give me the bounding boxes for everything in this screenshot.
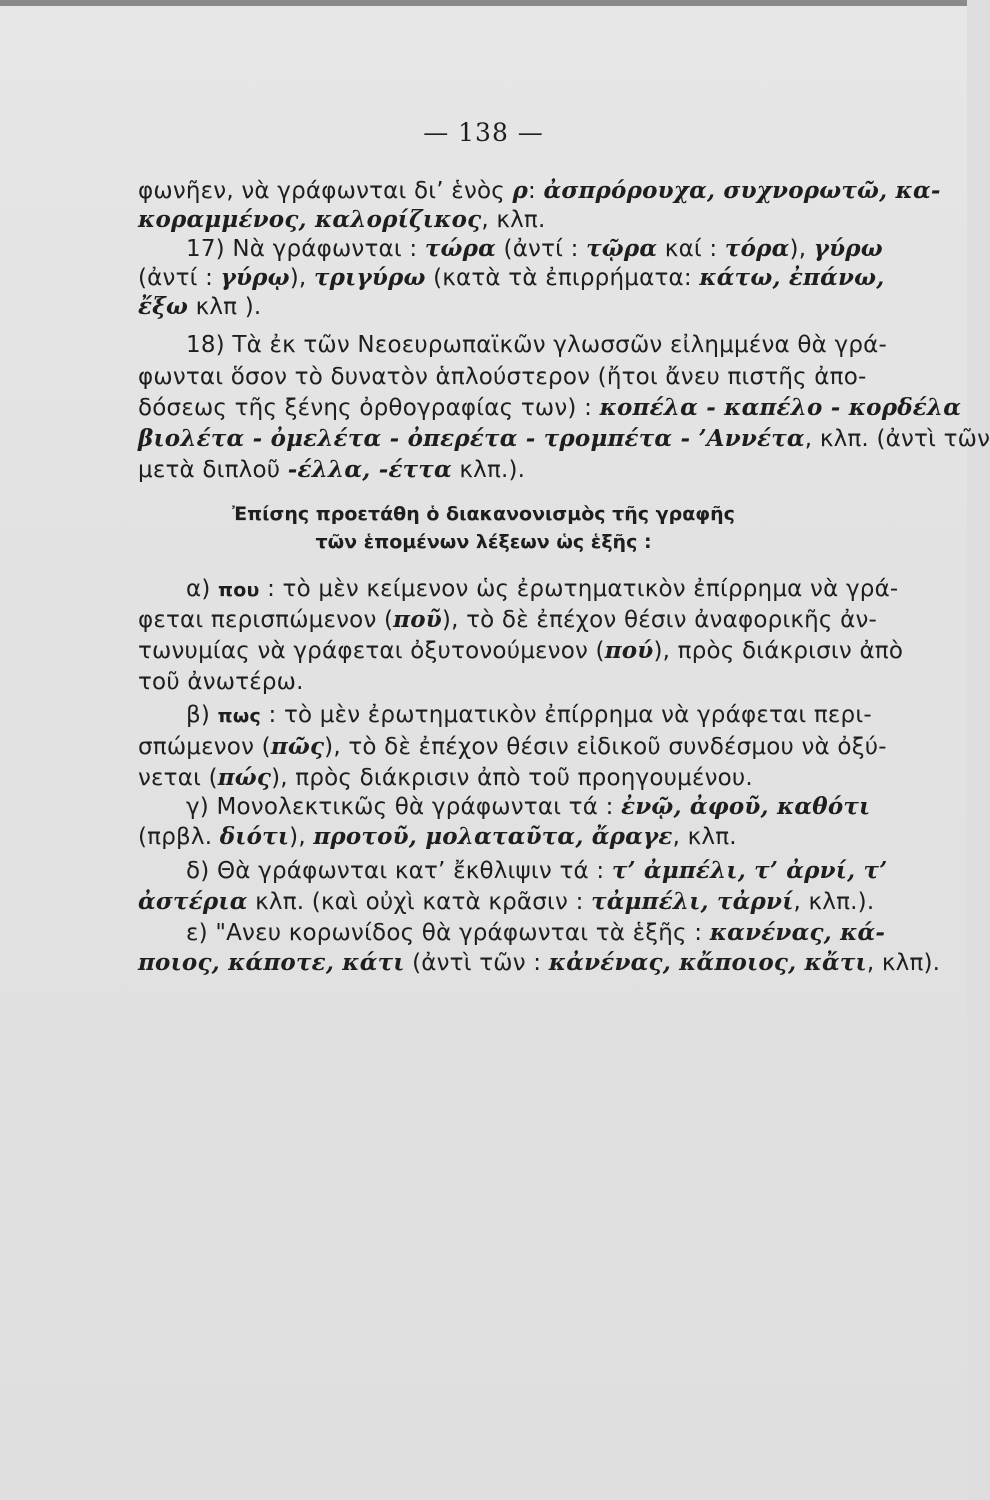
emphasized-text: ἀσπρόρουχα, συχνορωτῶ, κα- [543, 177, 941, 204]
text-line [138, 667, 888, 697]
text-run: γ) Μονολεκτικῶς θὰ γράφωνται τά : [186, 794, 622, 820]
text-run: νεται ( [138, 765, 218, 791]
text-run: φεται περισπώμενον ( [138, 607, 394, 633]
text-run: 17) Νὰ γράφωνται : [186, 236, 425, 262]
text-line [138, 176, 941, 206]
text-run: : τὸ μὲν ἐρωτηματικὸν ἐπίρρημα νὰ γράφεται περι- [260, 702, 872, 728]
text-line [138, 605, 888, 635]
text-run: ), τὸ δὲ ἐπέχον θέσιν εἰδικοῦ συνδέσμου νὰ ὀξύ- [324, 734, 887, 760]
emphasized-text: κοπέλα - καπέλο - κορδέλα [599, 394, 962, 421]
text-run: , κλπ). [866, 950, 941, 976]
text-run: (κατὰ τὰ ἐπιρρήματα: [425, 265, 700, 291]
emphasized-text: ποιος, κάποτε, κάτι [138, 949, 405, 976]
page-top-edge [0, 0, 967, 6]
text-run: , κλπ. [672, 824, 737, 850]
emphasized-text: ἔξω [138, 293, 189, 320]
text-run: ε) "Ανευ κορωνίδος θὰ γράφωνται τὰ ἑξῆς : [186, 920, 710, 946]
section-heading-line-1: Ἐπίσης προετάθη ὁ διακανονισμὸς τῆς γραφῆς [232, 503, 735, 525]
text-run: , κλπ. [481, 207, 546, 233]
text-run: ), [289, 824, 314, 850]
text-line [138, 887, 888, 917]
text-run: (ἀντί : [496, 236, 587, 262]
text-line [186, 700, 936, 731]
emphasized-text: προτοῦ, μολαταῦτα, ἄραγε [313, 823, 673, 850]
text-line [186, 234, 936, 264]
text-line [138, 263, 888, 293]
text-line [138, 732, 888, 762]
text-run: : [527, 178, 544, 204]
text-run: τωνυμίας νὰ γράφεται ὀξυτονούμενον ( [138, 638, 605, 664]
text-run: σπώμενον ( [138, 734, 271, 760]
emphasized-text: τριγύρω [313, 264, 426, 291]
emphasized-text: πού [604, 637, 654, 664]
text-run: μετὰ διπλοῦ [138, 457, 288, 483]
text-run: ), πρὸς διάκρισιν ἀπὸ [653, 638, 904, 664]
emphasized-text: διότι [219, 823, 290, 850]
emphasized-text: τόρα [724, 235, 790, 262]
text-run: φωνῆεν, νὰ γράφωνται δι’ ἑνὸς [138, 178, 513, 204]
text-run: ), [289, 265, 314, 291]
section-heading-line-2: τῶν ἑπομένων λέξεων ὡς ἑξῆς : [315, 531, 652, 553]
text-run: : τὸ μὲν κείμενον ὡς ἐρωτηματικὸν ἐπίρρημα νὰ γρά- [259, 576, 899, 602]
emphasized-text: κάτω, ἐπάνω, [699, 264, 885, 291]
text-line [138, 424, 990, 454]
emphasized-text: που [218, 579, 260, 601]
text-line [186, 792, 936, 822]
text-run: κλπ ). [188, 294, 262, 320]
emphasized-text: ρ [512, 177, 528, 204]
emphasized-text: κἀνένας, κἄποιος, κἄτι [548, 949, 867, 976]
emphasized-text: τώρα [424, 235, 497, 262]
text-run: , κλπ. (ἀντὶ τῶν [804, 426, 990, 452]
emphasized-text: τ’ ἀμπέλι, τ’ ἀρνί, τ’ [611, 857, 888, 884]
text-run: κλπ. (καὶ οὐχὶ κατὰ κρᾶσιν : [247, 889, 592, 915]
text-line [138, 205, 888, 235]
text-run: β) [186, 702, 218, 728]
text-run: (πρβλ. [138, 824, 220, 850]
emphasized-text: πῶς [270, 733, 325, 760]
emphasized-text: -έλλα, -έττα [287, 456, 452, 483]
emphasized-text: πώς [217, 764, 272, 791]
emphasized-text: τῷρα [586, 235, 658, 262]
text-run: , κλπ.). [793, 889, 875, 915]
emphasized-text: πως [217, 705, 261, 727]
text-line [138, 763, 888, 793]
text-run: α) [186, 576, 219, 602]
text-run: δόσεως τῆς ξένης ὀρθογραφίας των) : [138, 395, 600, 421]
emphasized-text: γύρῳ [220, 264, 290, 291]
emphasized-text: βιολέτα - ὀμελέτα - ὀπερέτα - τρομπέτα - ’Αννέτα [138, 425, 805, 452]
text-line [186, 330, 936, 360]
text-line [138, 362, 888, 392]
text-run: καί : [657, 236, 725, 262]
emphasized-text: κοραμμένος, καλορίζικος [138, 206, 482, 233]
text-line [138, 948, 941, 978]
text-line [138, 636, 904, 666]
text-line [186, 856, 936, 886]
emphasized-text: κανένας, κά- [709, 919, 886, 946]
text-run: φωνται ὅσον τὸ δυνατὸν ἁπλούστερον (ἤτοι ἄνευ πιστῆς ἀπο- [138, 364, 867, 390]
text-run: τοῦ ἀνωτέρω. [138, 669, 304, 695]
text-run: 18) Τὰ ἐκ τῶν Νεοευρωπαϊκῶν γλωσσῶν εἰλημμένα θὰ γρά- [186, 332, 888, 358]
emphasized-text: ἀστέρια [138, 888, 248, 915]
text-line [138, 822, 888, 852]
page-number: — 138 — [423, 118, 544, 147]
text-run: (ἀντὶ τῶν : [404, 950, 549, 976]
text-line [138, 393, 962, 423]
text-run: ), πρὸς διάκρισιν ἀπὸ τοῦ προηγουμένου. [271, 765, 753, 791]
emphasized-text: ἐνῷ, ἀφοῦ, καθότι [621, 793, 871, 820]
text-run: (ἀντί : [138, 265, 221, 291]
text-line [186, 918, 936, 948]
text-run: ), [789, 236, 814, 262]
text-run: δ) Θὰ γράφωνται κατ’ ἔκθλιψιν τά : [186, 858, 612, 884]
emphasized-text: γύρω [813, 235, 883, 262]
text-run: κλπ.). [451, 457, 526, 483]
text-line [186, 574, 936, 605]
emphasized-text: τἀμπέλι, τἀρνί [591, 888, 794, 915]
text-line [138, 455, 888, 485]
text-line [138, 292, 888, 322]
text-run: ), τὸ δὲ ἐπέχον θέσιν ἀναφορικῆς ἀν- [441, 607, 878, 633]
emphasized-text: ποῦ [393, 606, 442, 633]
